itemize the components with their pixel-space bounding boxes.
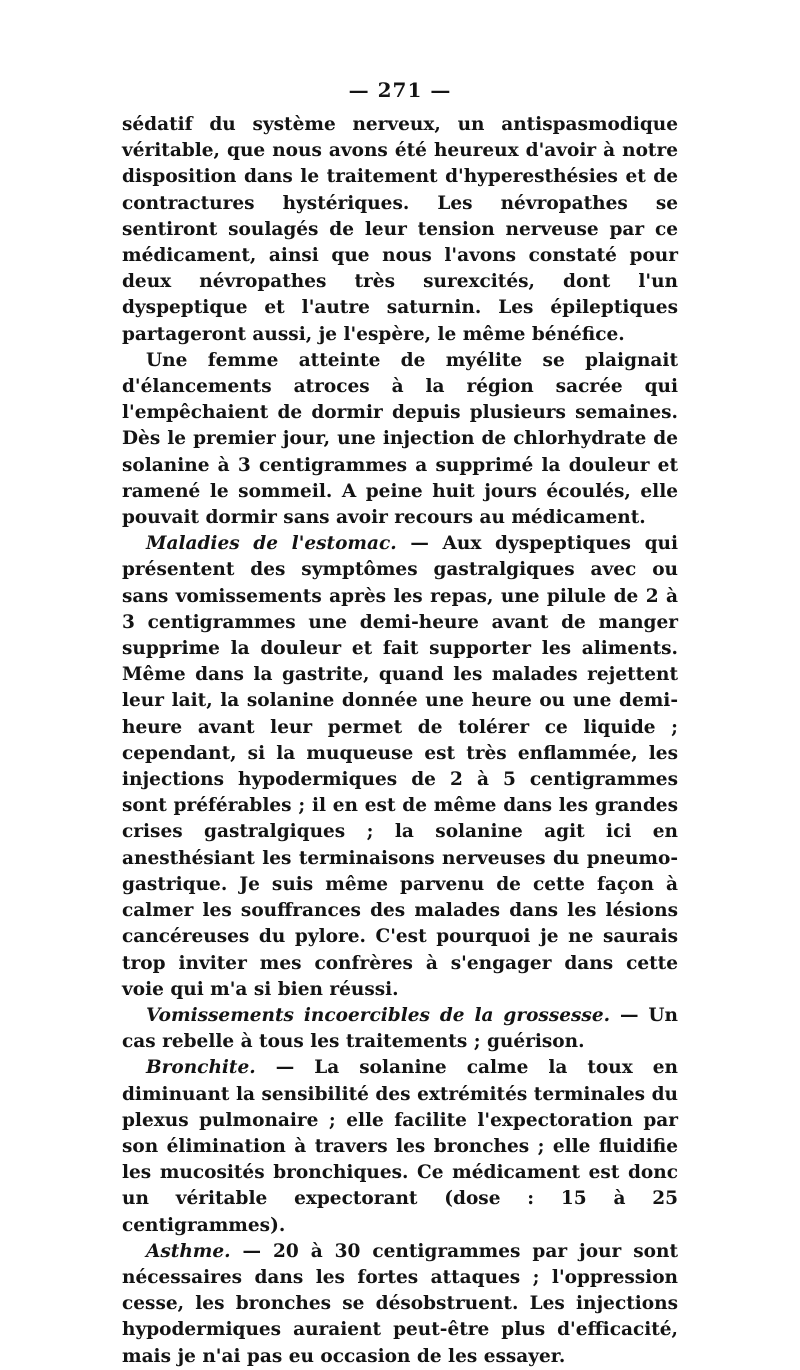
paragraph-bronchite	[122, 1055, 678, 1238]
section-title: Maladies de l'estomac.	[146, 533, 397, 555]
paragraph-sedatif	[122, 112, 678, 348]
paragraph-maladies-estomac	[122, 531, 678, 1003]
paragraph-vomissements	[122, 1003, 678, 1055]
paragraph-text: — La solanine calme la toux en diminuant la sensibilité des extrémités terminales du plexus pulmonaire ; elle facilite l'expectoration par son élimination à travers les bronches ; elle fluidifie les mucosités bronchiques. Ce médicament est donc un véritable expectorant (dose : 15 à 25 centigrammes).	[122, 1057, 678, 1236]
body-text	[122, 112, 678, 1370]
paragraph-myelite	[122, 348, 678, 531]
page-number: — 271 —	[348, 78, 452, 102]
paragraph-text: sédatif du système nerveux, un antispasmodique véritable, que nous avons été heureux d'avoir à notre disposition dans le traitement d'hyperesthésies et de contractures hystériques. Les névropathes se sentiront soulagés de leur tension nerveuse par ce médicament, ainsi que nous l'avons constaté pour deux névropathes très surexcités, dont l'un dyspeptique et l'autre saturnin. Les épileptiques partageront aussi, je l'espère, le même bénéfice.	[122, 114, 678, 345]
section-title: Asthme.	[146, 1240, 231, 1262]
paragraph-text: — Aux dyspeptiques qui présentent des symptômes gastralgiques avec ou sans vomissements après les repas, une pilule de 2 à 3 centigrammes une demi-heure avant de manger supprime la douleur et fait supporter les aliments. Même dans la gastrite, quand les malades rejettent leur lait, la solanine donnée une heure ou une demi-heure avant leur permet de tolérer ce liquide ; cependant, si la muqueuse est très enflammée, les injections hypodermiques de 2 à 5 centigrammes sont préférables ; il en est de même dans les grandes crises gastralgiques ; la solanine agit ici en anesthésiant les terminaisons nerveuses du pneumo-gastrique. Je suis même parvenu de cette façon à calmer les souffrances des malades dans les lésions cancéreuses du pylore. C'est pourquoi je ne saurais trop inviter mes confrères à s'engager dans cette voie qui m'a si bien réussi.	[122, 533, 678, 1000]
paragraph-text: Une femme atteinte de myélite se plaignait d'élancements atroces à la région sacrée qui l'empêchaient de dormir depuis plusieurs semaines. Dès le premier jour, une injection de chlorhydrate de solanine à 3 centigrammes a supprimé la douleur et ramené le sommeil. A peine huit jours écoulés, elle pouvait dormir sans avoir recours au médicament.	[122, 349, 678, 529]
paragraph-text: — Un cas rebelle à tous les traitements ; guérison.	[122, 1004, 678, 1053]
section-title: Vomissements incoercibles de la grossesse.	[146, 1004, 611, 1026]
section-title: Bronchite.	[146, 1057, 256, 1079]
paragraph-asthme	[122, 1239, 678, 1370]
paragraph-text: — 20 à 30 centigrammes par jour sont nécessaires dans les fortes attaques ; l'oppression cesse, les bronches se désobstruent. Les injections hypodermiques auraient peut-être plus d'efficacité, mais je n'ai pas eu occasion de les essayer.	[122, 1240, 678, 1367]
